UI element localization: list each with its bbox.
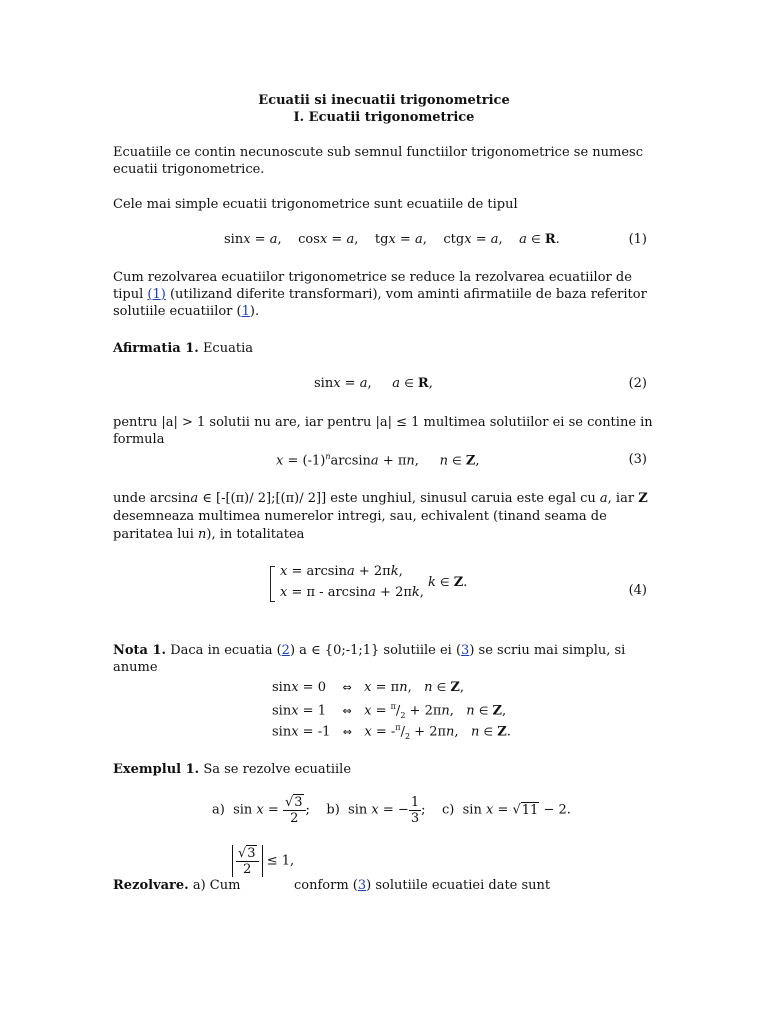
text: Sa se rezolve ecuatiile — [199, 762, 352, 777]
text: ). — [249, 304, 260, 319]
text: a) Cum — [188, 878, 241, 893]
equation-4-domain: k ∈ Z. — [428, 575, 468, 590]
text: ), in totalitatea — [206, 527, 305, 542]
text: desemneaza multimea numerelor intregi, sau, echivalent (tinand seama de paritatea lui — [113, 509, 607, 542]
abs-value-expression: $\frac{√3}{2}$ ≤ 1, — [232, 845, 294, 877]
equation-1: sinx = a, cosx = a, tgx = a, ctgx = a, a ∈ R. — [224, 232, 560, 247]
note-label: Nota 1. — [113, 643, 167, 658]
special-case-0: sinx = 0 ⇔ x = πn, n ∈ Z, — [272, 680, 464, 695]
section-title: I. Ecuatii trigonometrice — [293, 110, 475, 125]
text: ) se scriu mai simplu, si anume — [113, 643, 626, 675]
text: conform ( — [294, 878, 358, 893]
text: ∈ [-[(π)/ 2];[(π)/ 2]] este unghiul, sinusul caruia este egal cu — [198, 491, 600, 506]
paragraph-solutions: pentru |a| > 1 solutii nu are, iar pentru |a| ≤ 1 multimea solutiilor ei se contine in formula — [113, 415, 653, 447]
equation-3: $x = (-1)^n\arcsin a + \pi n$, n ∈ Z, — [276, 452, 480, 469]
paragraph-simple-equations: Cele mai simple ecuatii trigonometrice sunt ecuatiile de tipul — [113, 197, 518, 212]
paragraph-definition: Ecuatiile ce contin necunoscute sub semnul functiilor trigonometrice se numesc ecuatii trigonometrice. — [113, 145, 643, 177]
paragraph-arcsin: unde arcsina ∈ [-[(π)/ 2];[(π)/ 2]] este unghiul, sinusul caruia este egal cu a, iar Z desemneaza multimea numerelor intregi, sau, echivalent (tinand seama de paritatea lui n), in totalitatea — [113, 491, 648, 542]
text: Cum rezolvarea ecuatiilor trigonometrice se reduce la rezolvarea ecuatiilor de tipul — [113, 270, 632, 302]
special-case-minus1: sinx = -1 ⇔ $x = -^\pi/_2 + 2\pi n$, n ∈ Z. — [272, 723, 511, 741]
example-label: Exemplul 1. — [113, 762, 200, 777]
equation-ref-1[interactable]: (1) — [147, 287, 166, 302]
statement-text: Ecuatia — [198, 341, 253, 356]
equation-ref-2[interactable]: 2 — [281, 643, 290, 658]
text: ) solutiile ecuatiei date sunt — [366, 878, 551, 893]
equation-ref-3b[interactable]: 3 — [357, 878, 367, 893]
equation-4-line-1: x = arcsina + 2πk, — [280, 564, 403, 579]
special-case-1: sinx = 1 ⇔ $x = ^\pi/_2 + 2\pi n$, n ∈ Z, — [272, 702, 507, 720]
example-1 — [113, 761, 653, 778]
equation-ref-1b[interactable]: 1 — [241, 304, 250, 319]
paragraph-reduction — [113, 269, 653, 320]
text: (utilizand diferite transformari), vom aminti afirmatiile de baza referitor solutiile ecuatiilor ( — [113, 287, 647, 319]
text: , iar — [607, 491, 639, 506]
document-title: Ecuatii si inecuatii trigonometrice — [258, 93, 510, 108]
equation-1-number: (1) — [628, 232, 647, 247]
text: unde arcsin — [113, 491, 191, 506]
equation-2-number: (2) — [628, 376, 647, 391]
example-equations: a) sin x = $\frac{√3}{2}$ ; b) sin x = − $\frac{1}{3}$ ; c) sin x = √11 − 2. — [212, 794, 571, 826]
solution-label: Rezolvare. — [113, 878, 189, 893]
equation-2: sinx = a, a ∈ R, — [314, 376, 433, 391]
equation-ref-3[interactable]: 3 — [461, 643, 470, 658]
bracket-left — [270, 566, 275, 602]
equation-4-line-2: x = π - arcsina + 2πk, — [280, 585, 424, 600]
text: ) a ∈ {0;-1;1} solutiile ei ( — [289, 643, 462, 658]
note-1 — [113, 642, 653, 676]
text: Daca in ecuatia ( — [166, 643, 282, 658]
equation-3-number: (3) — [628, 452, 647, 467]
statement-label: Afirmatia 1. — [113, 341, 199, 356]
statement-1 — [113, 340, 653, 357]
equation-4-number: (4) — [628, 583, 647, 598]
solution-continuation — [294, 877, 550, 894]
